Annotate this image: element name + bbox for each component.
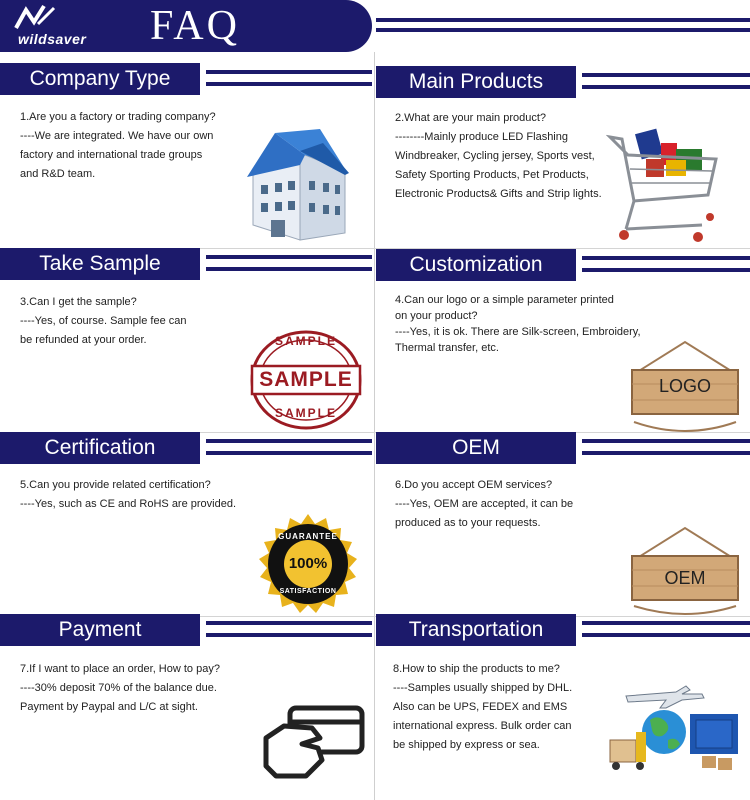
faq-answer-main-products: 2.What are your main product? --------Mainly produce LED Flashing Windbreaker, Cycling jersey, Sports vest, Safety Sporting Products, Pet Products, Electronic Products& Gifts and Strip lights. <box>395 112 602 200</box>
sign-logo-text: LOGO <box>658 376 711 396</box>
section-title-oem: OEM <box>376 432 576 464</box>
brand-logo-text: wildsaver <box>18 31 87 47</box>
faq-answer-customization: 4.Can our logo or a simple parameter printed on your product? ----Yes, it is ok. There are Silk-screen, Embroidery, Thermal transfer, etc. <box>395 294 641 354</box>
guarantee-badge-icon <box>258 514 358 614</box>
stamp-top-text: SAMPLE <box>274 334 337 348</box>
section-title-payment: Payment <box>0 614 200 646</box>
sample-stamp-icon <box>250 330 362 430</box>
wildsaver-logo-icon <box>14 4 56 32</box>
faq-answer-company-type: 1.Are you a factory or trading company? ----We are integrated. We have our own factory and international trade groups and R&D team. <box>20 111 216 180</box>
faq-answer-payment: 7.If I want to place an order, How to pay? ----30% deposit 70% of the balance due. Payment by Paypal and L/C at sight. <box>20 663 220 713</box>
building-icon <box>245 125 350 243</box>
section-title-main-products: Main Products <box>376 66 576 98</box>
badge-bottom-text: SATISFACTION <box>279 588 337 595</box>
sign-oem-text: OEM <box>664 568 706 588</box>
faq-answer-oem: 6.Do you accept OEM services? ----Yes, OEM are accepted, it can be produced as to your requests. <box>395 479 574 529</box>
faq-answer-certification: 5.Can you provide related certification? ----Yes, such as CE and RoHS are provided. <box>20 479 237 510</box>
section-title-transportation: Transportation <box>376 614 576 646</box>
section-title-certification: Certification <box>0 432 200 464</box>
shopping-cart-icon <box>606 125 724 250</box>
badge-top-text: GUARANTEE <box>278 532 338 541</box>
global-shipping-icon <box>606 680 746 778</box>
page-title: FAQ <box>150 3 240 49</box>
stamp-bottom-text: SAMPLE <box>274 406 337 420</box>
section-title-take-sample: Take Sample <box>0 248 200 280</box>
faq-answer-transportation: 8.How to ship the products to me? ----Samples usually shipped by DHL. Also can be UPS, FEDEX and EMS international express. Bulk order can be shipped by express or sea. <box>393 663 573 751</box>
section-title-company-type: Company Type <box>0 63 200 95</box>
card-payment-icon <box>262 704 366 782</box>
section-title-customization: Customization <box>376 249 576 281</box>
badge-middle-text: 100% <box>288 555 328 572</box>
stamp-middle-text: SAMPLE <box>259 368 353 391</box>
faq-answer-take-sample: 3.Can I get the sample? ----Yes, of course. Sample fee can be refunded at your order. <box>20 296 187 346</box>
